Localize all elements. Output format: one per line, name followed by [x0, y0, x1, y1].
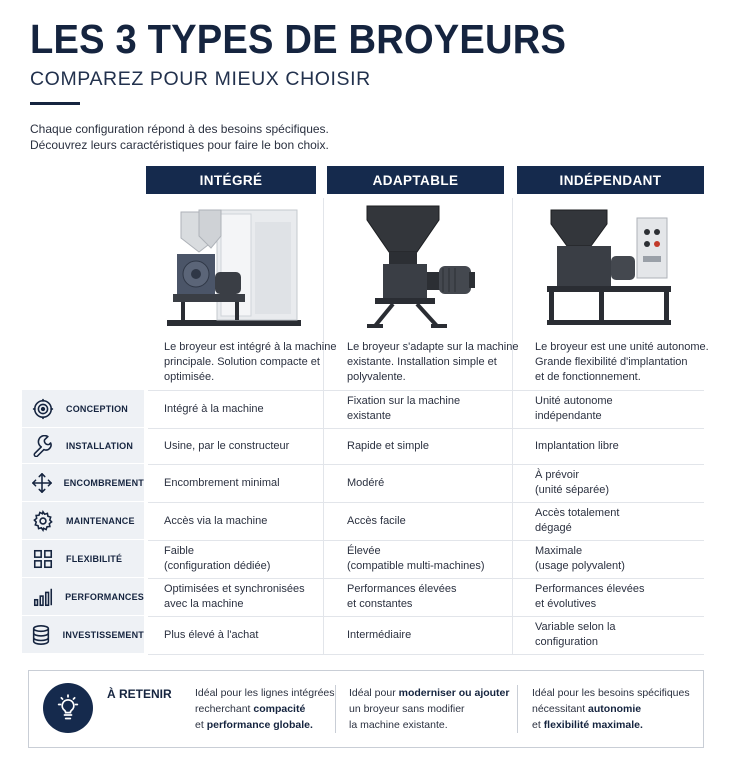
table-cell — [535, 616, 616, 654]
row-label-installation — [22, 428, 144, 464]
table-cell — [164, 502, 267, 540]
wrench-icon — [27, 435, 59, 457]
column-description-integre — [164, 340, 336, 385]
bar-chart-icon — [27, 586, 58, 608]
cell-line: Accès totalement — [535, 507, 620, 519]
cell-line: Maximale — [535, 545, 583, 557]
machine-image-integre — [148, 198, 320, 334]
row-divider — [148, 654, 704, 655]
takeaway-line — [195, 717, 335, 733]
move-arrows-icon — [27, 472, 57, 494]
cell-line: Faible — [164, 545, 194, 557]
row-label-conception — [22, 390, 144, 428]
row-label-text: INVESTISSEMENT — [62, 629, 144, 640]
table-cell — [347, 578, 456, 616]
title-underline — [30, 102, 80, 105]
cell-line: Intermédiaire — [347, 628, 412, 641]
takeaway-text: et — [532, 719, 544, 731]
takeaway-divider — [335, 685, 336, 733]
takeaway-line: Idéal pour les besoins spécifiques — [532, 687, 690, 699]
takeaway-line: la machine existante. — [349, 719, 448, 731]
takeaway-adaptable — [349, 685, 509, 733]
description-line: optimisée. — [164, 371, 215, 383]
cell-line: configuration — [535, 636, 598, 648]
takeaway-divider — [517, 685, 518, 733]
row-label-maintenance — [22, 502, 144, 540]
description-line: Le broyeur est une unité autonome. — [535, 341, 709, 353]
cell-line: Modéré — [347, 476, 385, 489]
cell-line: indépendante — [535, 410, 602, 422]
takeaway-independant — [532, 685, 690, 733]
table-cell — [535, 464, 609, 502]
table-cell — [347, 540, 485, 578]
description-line: polyvalente. — [347, 371, 406, 383]
takeaway-emphasis: flexibilité maximale. — [543, 719, 643, 731]
coins-icon — [27, 624, 56, 646]
takeaway-emphasis: autonomie — [588, 703, 642, 715]
takeaway-line: Idéal pour les lignes intégrées — [195, 687, 335, 699]
row-label-text: FLEXIBILITÉ — [66, 553, 123, 564]
row-label-text: ENCOMBREMENT — [63, 477, 144, 488]
table-cell — [347, 428, 429, 464]
takeaway-integre — [195, 685, 335, 733]
table-cell — [347, 616, 411, 654]
takeaway-emphasis: moderniser ou ajouter — [398, 687, 510, 699]
table-cell — [164, 428, 289, 464]
cell-line: Implantation libre — [535, 439, 619, 452]
table-cell — [347, 502, 406, 540]
description-line: existante. Installation simple et — [347, 356, 497, 368]
cell-line: (configuration dédiée) — [164, 560, 271, 572]
cell-line: Usine, par le constructeur — [164, 439, 290, 452]
cell-line: Encombrement minimal — [164, 476, 280, 489]
takeaway-emphasis: compacité — [253, 703, 306, 715]
cell-line: À prévoir — [535, 469, 580, 481]
table-cell — [347, 390, 460, 428]
table-cell — [164, 616, 258, 654]
takeaway-text: nécessitant — [532, 703, 589, 715]
cell-line: Variable selon la — [535, 621, 616, 633]
description-line: Le broyeur s'adapte sur la machine — [347, 341, 519, 353]
page-subtitle: COMPAREZ POUR MIEUX CHOISIR — [30, 68, 371, 90]
column-divider — [512, 198, 513, 654]
description-line: Le broyeur est intégré à la machine — [164, 341, 337, 353]
column-description-adaptable — [347, 340, 518, 385]
cell-line: Unité autonome — [535, 395, 613, 407]
machine-image-independant — [514, 198, 704, 334]
table-cell — [535, 540, 625, 578]
cell-line: et constantes — [347, 598, 413, 610]
row-label-performances — [22, 578, 144, 616]
takeaway-text: et — [195, 719, 207, 731]
cell-line: Rapide et simple — [347, 439, 429, 452]
column-description-independant — [535, 340, 709, 385]
column-header-integre: INTÉGRÉ — [146, 166, 316, 194]
cell-line: Accès facile — [347, 514, 406, 527]
takeaway-emphasis: performance globale. — [206, 719, 313, 731]
table-cell — [535, 502, 619, 540]
table-cell — [347, 464, 384, 502]
cell-line: Performances élevées — [347, 583, 457, 595]
column-header-independant: INDÉPENDANT — [517, 166, 704, 194]
cell-line: et évolutives — [535, 598, 597, 610]
row-label-flexibilite — [22, 540, 144, 578]
takeaway-line — [195, 701, 335, 717]
description-line: Grande flexibilité d'implantation — [535, 356, 688, 368]
cell-line: existante — [347, 410, 392, 422]
table-cell — [164, 578, 305, 616]
description-line: principale. Solution compacte et — [164, 356, 320, 368]
page-title: LES 3 TYPES DE BROYEURS — [30, 16, 567, 62]
column-header-adaptable: ADAPTABLE — [327, 166, 504, 194]
table-cell — [164, 540, 270, 578]
cell-line: Optimisées et synchronisées — [164, 583, 305, 595]
takeaway-line — [349, 685, 509, 701]
row-label-text: CONCEPTION — [66, 403, 129, 414]
cell-line: Intégré à la machine — [164, 402, 264, 415]
cell-line: Élevée — [347, 545, 381, 557]
gear-icon — [27, 510, 59, 532]
cell-line: Plus élevé à l'achat — [164, 628, 259, 641]
target-icon — [27, 398, 59, 420]
cell-line: (compatible multi-machines) — [347, 560, 485, 572]
cell-line: (usage polyvalent) — [535, 560, 625, 572]
description-line: et de fonctionnement. — [535, 371, 641, 383]
cell-line: dégagé — [535, 522, 572, 534]
cell-line: Performances élevées — [535, 583, 645, 595]
column-divider — [323, 198, 324, 654]
cell-line: Fixation sur la machine — [347, 395, 461, 407]
table-cell — [535, 390, 613, 428]
intro-line: Chaque configuration répond à des besoins spécifiques. — [30, 122, 329, 136]
row-label-investissement — [22, 616, 144, 654]
row-label-text: PERFORMANCES — [65, 591, 144, 602]
takeaway-text: Idéal pour — [349, 687, 399, 699]
table-cell — [535, 578, 644, 616]
takeaway-text: recherchant — [195, 703, 254, 715]
row-label-text: INSTALLATION — [66, 440, 134, 451]
takeaway-line — [532, 717, 690, 733]
cell-line: Accès via la machine — [164, 514, 268, 527]
intro-text — [30, 121, 329, 153]
takeaway-line: un broyeur sans modifier — [349, 703, 465, 715]
cell-line: avec la machine — [164, 598, 244, 610]
table-cell — [164, 390, 264, 428]
table-cell — [164, 464, 280, 502]
cell-line: (unité séparée) — [535, 484, 609, 496]
takeaway-line — [532, 701, 690, 717]
lightbulb-icon — [43, 683, 93, 733]
row-label-text: MAINTENANCE — [66, 515, 135, 526]
table-cell — [535, 428, 619, 464]
grid-icon — [27, 548, 59, 570]
machine-image-adaptable — [326, 198, 510, 334]
takeaway-title: À RETENIR — [107, 687, 172, 701]
row-label-encombrement — [22, 464, 144, 502]
intro-line: Découvrez leurs caractéristiques pour faire le bon choix. — [30, 138, 329, 152]
takeaway-box — [28, 670, 704, 748]
